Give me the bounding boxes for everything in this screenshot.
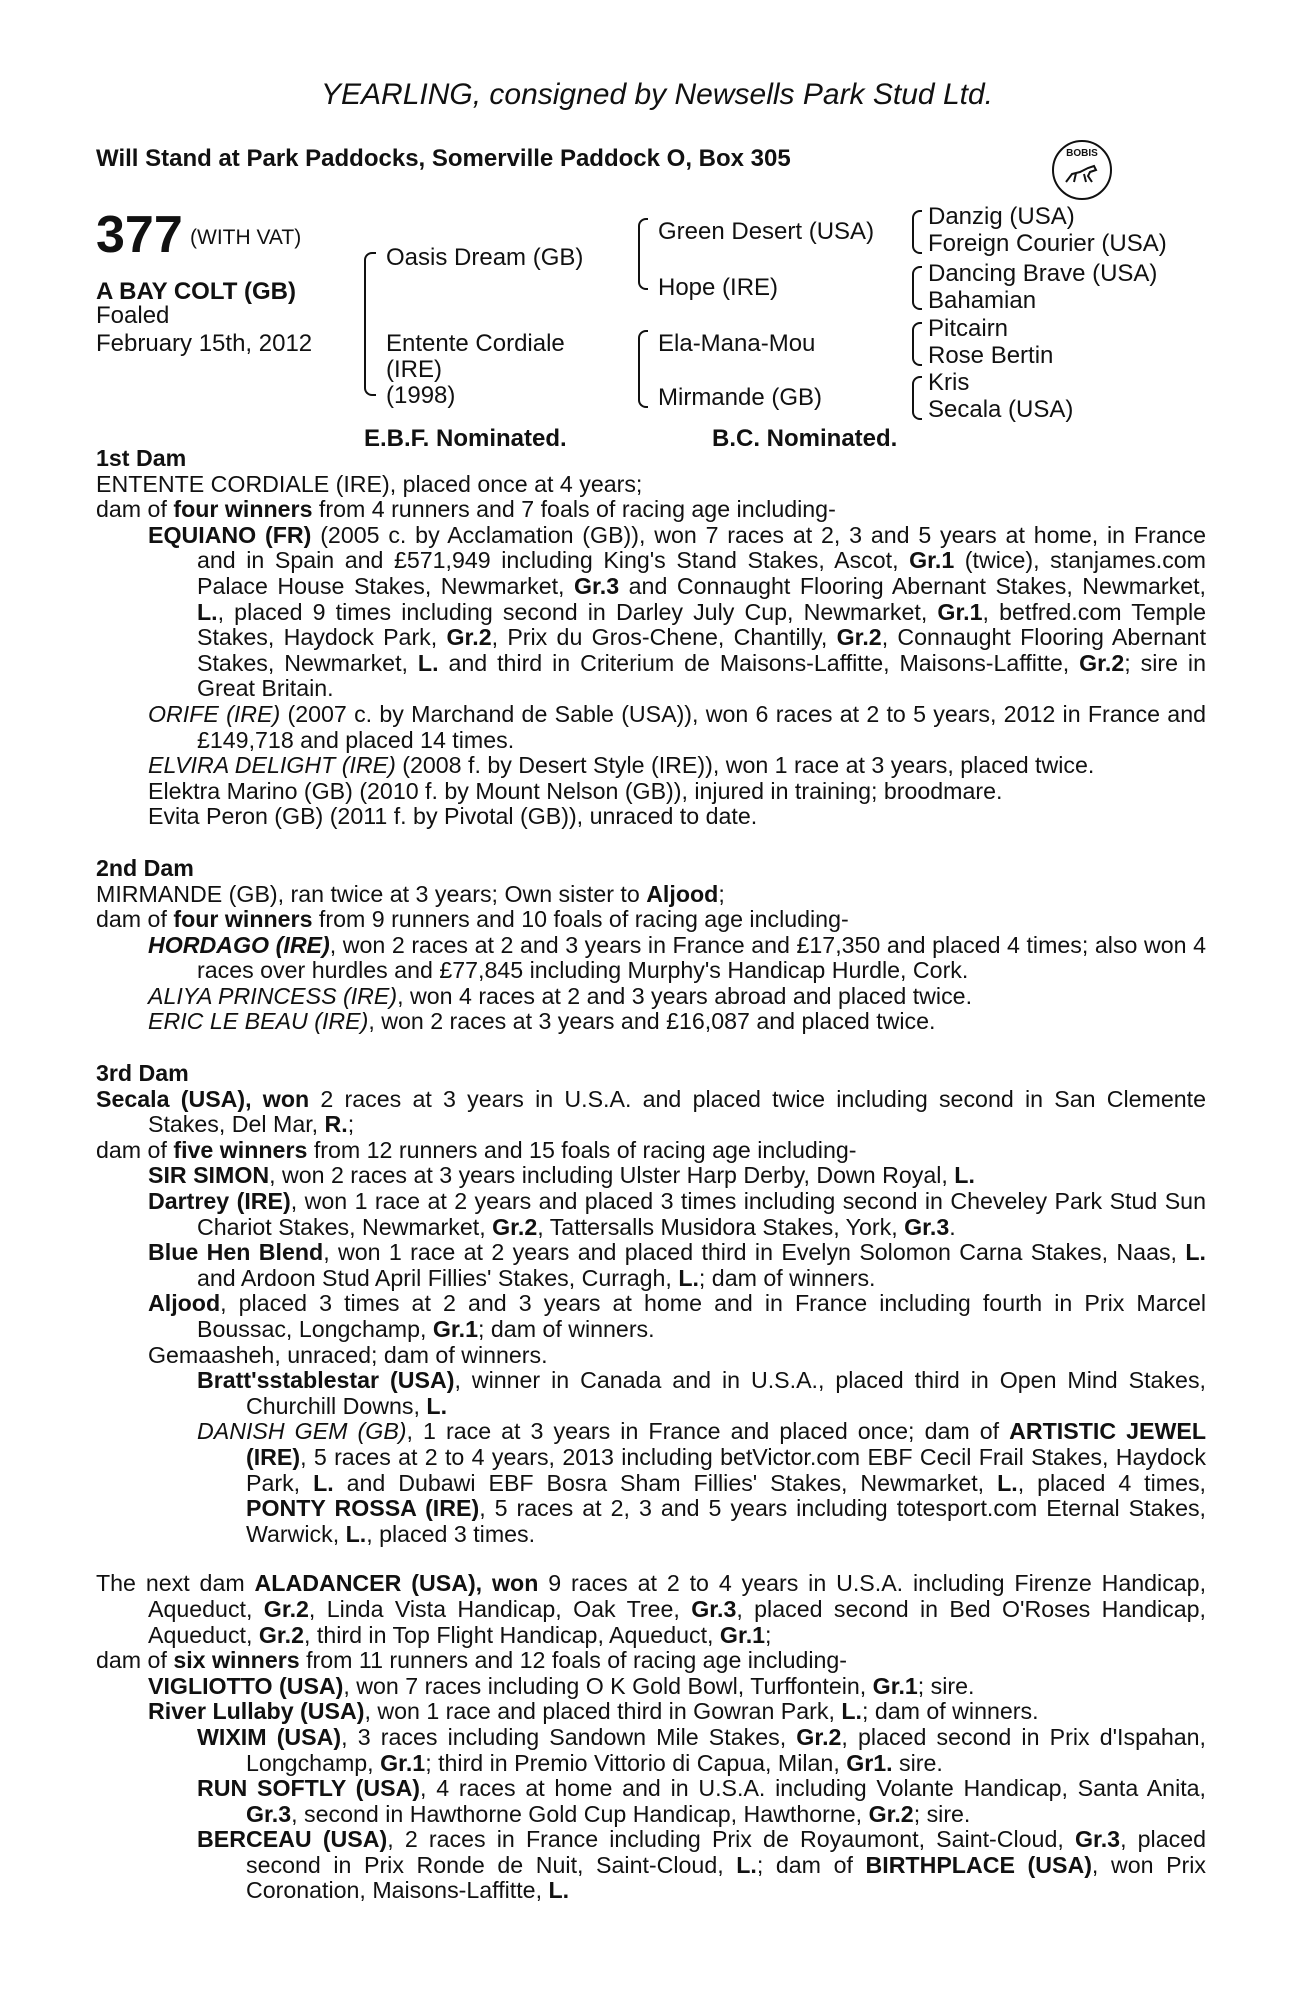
g3-4: Bahamian bbox=[928, 287, 1037, 314]
catalogue-body bbox=[96, 446, 1206, 1904]
first-dam-line: ENTENTE CORDIALE (IRE), placed once at 4 years; bbox=[96, 470, 643, 497]
ebf-nominated: E.B.F. Nominated. bbox=[364, 425, 567, 452]
pedigree-brace-g3-1 bbox=[912, 210, 922, 254]
third-dam-produce: dam of five winners from 12 runners and 15 foals of racing age including- bbox=[96, 1136, 857, 1163]
g3-3: Dancing Brave (USA) bbox=[928, 260, 1158, 287]
sire-name: Oasis Dream (GB) bbox=[386, 244, 584, 271]
elvira-entry: ELVIRA DELIGHT (IRE) (2008 f. by Desert Style (IRE)), won 1 race at 3 years, placed twice. bbox=[148, 752, 1095, 779]
pedigree-brace-sire bbox=[638, 218, 648, 290]
second-dam-produce: dam of four winners from 9 runners and 10 foals of racing age including- bbox=[96, 906, 849, 933]
dam-name: Entente Cordiale bbox=[386, 330, 565, 357]
dam-sire: Ela-Mana-Mou bbox=[658, 330, 816, 357]
stand-location: Will Stand at Park Paddocks, Somerville Paddock O, Box 305 bbox=[96, 145, 791, 172]
wixim-entry: WIXIM (USA), 3 races including Sandown Mile Stakes, Gr.2, placed second in Prix d'Ispahan, Longchamp, Gr.1; third in Premio Vittorio di Capua, Milan, Gr1. sire. bbox=[197, 1723, 1206, 1776]
foaled-label: Foaled bbox=[96, 302, 170, 329]
orife-entry: ORIFE (IRE) (2007 c. by Marchand de Sable (USA)), won 6 races at 2 to 5 years, 2012 in France and £149,718 and placed 14 times. bbox=[148, 700, 1206, 753]
first-dam-produce: dam of four winners from 4 runners and 7 foals of racing age including- bbox=[96, 496, 836, 523]
next-dam-produce: dam of six winners from 11 runners and 12 foals of racing age including- bbox=[96, 1647, 848, 1674]
blue-hen-entry: Blue Hen Blend, won 1 race at 2 years and placed third in Evelyn Solomon Carna Stakes, Naas, L. and Ardoon Stud April Fillies' Stakes, Curragh, L.; dam of winners. bbox=[148, 1239, 1206, 1291]
dam-year: (1998) bbox=[386, 382, 456, 409]
lot-number: 377 bbox=[96, 206, 183, 264]
consignor-heading: YEARLING, consigned by Newsells Park Stud Ltd. bbox=[321, 78, 993, 111]
brattsstablestar-entry: Bratt'sstablestar (USA), winner in Canada and in U.S.A., placed third in Open Mind Stakes, Churchill Downs, L. bbox=[197, 1367, 1206, 1419]
third-dam-line: Secala (USA), won 2 races at 3 years in U.S.A. and placed twice including second in San Clemente Stakes, Del Mar, R.; bbox=[96, 1085, 1206, 1138]
g3-7: Kris bbox=[928, 369, 970, 396]
first-dam-heading: 1st Dam bbox=[96, 445, 187, 471]
third-dam-heading: 3rd Dam bbox=[96, 1060, 189, 1087]
next-dam-line: The next dam ALADANCER (USA), won 9 races at 2 to 4 years in U.S.A. including Firenze Handicap, Aqueduct, Gr.2, Linda Vista Handicap, Oak Tree, Gr.3, placed second in Bed O'Roses Handicap, Aqueduct, Gr.2, third in Top Flight Handicap, Aqueduct, Gr.1; bbox=[96, 1570, 1207, 1648]
horse-icon bbox=[1062, 160, 1102, 190]
bobis-logo: BOBIS bbox=[1052, 140, 1112, 200]
dartrey-entry: Dartrey (IRE), won 1 race at 2 years and placed 3 times including second in Cheveley Park Stud Sun Chariot Stakes, Newmarket, Gr.2, Tattersalls Musidora Stakes, York, Gr.3. bbox=[148, 1188, 1206, 1240]
foaled-date: February 15th, 2012 bbox=[96, 330, 313, 357]
gemaasheh-entry: Gemaasheh, unraced; dam of winners. bbox=[148, 1341, 548, 1368]
dam-dam: Mirmande (GB) bbox=[658, 384, 823, 411]
pedigree-brace-dam bbox=[638, 330, 648, 408]
pedigree-brace-g3-2 bbox=[912, 266, 922, 310]
run-softly-entry: RUN SOFTLY (USA), 4 races at home and in U.S.A. including Volante Handicap, Santa Anita, Gr.3, second in Hawthorne Gold Cup Handicap, Hawthorne, Gr.2; sire. bbox=[197, 1775, 1206, 1827]
g3-8: Secala (USA) bbox=[928, 396, 1074, 423]
sir-simon-entry: SIR SIMON, won 2 races at 3 years including Ulster Harp Derby, Down Royal, L. bbox=[148, 1162, 975, 1189]
vigliotto-entry: VIGLIOTTO (USA), won 7 races including O K Gold Bowl, Turffontein, Gr.1; sire. bbox=[148, 1672, 975, 1699]
aliya-entry: ALIYA PRINCESS (IRE), won 4 races at 2 and 3 years abroad and placed twice. bbox=[148, 982, 973, 1009]
g3-5: Pitcairn bbox=[928, 315, 1009, 342]
aljood-entry: Aljood, placed 3 times at 2 and 3 years at home and in France including fourth in Prix Marcel Boussac, Longchamp, Gr.1; dam of winners. bbox=[148, 1290, 1206, 1342]
g3-6: Rose Bertin bbox=[928, 342, 1054, 369]
pedigree-brace-g3-3 bbox=[912, 322, 922, 366]
berceau-entry: BERCEAU (USA), 2 races in France including Prix de Royaumont, Saint-Cloud, Gr.3, placed second in Prix Ronde de Nuit, Saint-Cloud, L.; dam of BIRTHPLACE (USA), won Prix Coronation, Maisons-Laffitte, L. bbox=[197, 1826, 1207, 1904]
hordago-entry: HORDAGO (IRE), won 2 races at 2 and 3 years in France and £17,350 and placed 4 times; also won 4 races over hurdles and £77,845 including Murphy's Handicap Hurdle, Cork. bbox=[148, 931, 1206, 984]
sire-sire: Green Desert (USA) bbox=[658, 218, 875, 245]
eric-entry: ERIC LE BEAU (IRE), won 2 races at 3 years and £16,087 and placed twice. bbox=[148, 1008, 936, 1035]
sire-dam: Hope (IRE) bbox=[658, 274, 779, 301]
river-lullaby-entry: River Lullaby (USA), won 1 race and placed third in Gowran Park, L.; dam of winners. bbox=[148, 1698, 1039, 1725]
danish-gem-entry: DANISH GEM (GB), 1 race at 3 years in France and placed once; dam of ARTISTIC JEWEL (IRE), 5 races at 2 to 4 years, 2013 including betVictor.com EBF Cecil Frail Stakes, Haydock Park, L. and Dubawi EBF Bosra Sham Fillies' Stakes, Newmarket, L., placed 4 times, PONTY ROSSA (IRE), 5 races at 2, 3 and 5 years including totesport.com Eternal Stakes, Warwick, L., placed 3 times. bbox=[197, 1418, 1207, 1547]
equiano-entry: EQUIANO (FR) (2005 c. by Acclamation (GB)), won 7 races at 2, 3 and 5 years at home, in France and in Spain and £571,949 including King's Stand Stakes, Ascot, Gr.1 (twice), stanjames.com Palace House Stakes, Newmarket, Gr.3 and Connaught Flooring Abernant Stakes, Newmarket, L., placed 9 times including second in Darley July Cup, Newmarket, Gr.1, betfred.com Temple Stakes, Haydock Park, Gr.2, Prix du Gros-Chene, Chantilly, Gr.2, Connaught Flooring Abernant Stakes, Newmarket, L. and third in Criterium de Maisons-Laffitte, Maisons-Laffitte, Gr.2; sire in Great Britain. bbox=[148, 521, 1207, 702]
dam-country: (IRE) bbox=[386, 356, 442, 383]
elektra-entry: Elektra Marino (GB) (2010 f. by Mount Nelson (GB)), injured in training; broodmare. bbox=[148, 777, 1003, 804]
g3-1: Danzig (USA) bbox=[928, 203, 1075, 230]
second-dam-heading: 2nd Dam bbox=[96, 854, 194, 881]
lot-description: A BAY COLT (GB) bbox=[96, 278, 297, 305]
pedigree-brace-main bbox=[364, 252, 376, 396]
evita-entry: Evita Peron (GB) (2011 f. by Pivotal (GB)), unraced to date. bbox=[148, 803, 758, 830]
g3-2: Foreign Courier (USA) bbox=[928, 230, 1167, 257]
vat-note: (WITH VAT) bbox=[190, 226, 302, 249]
pedigree-brace-g3-4 bbox=[912, 376, 922, 420]
bc-nominated: B.C. Nominated. bbox=[712, 425, 898, 452]
second-dam-line: MIRMANDE (GB), ran twice at 3 years; Own sister to Aljood; bbox=[96, 880, 725, 907]
